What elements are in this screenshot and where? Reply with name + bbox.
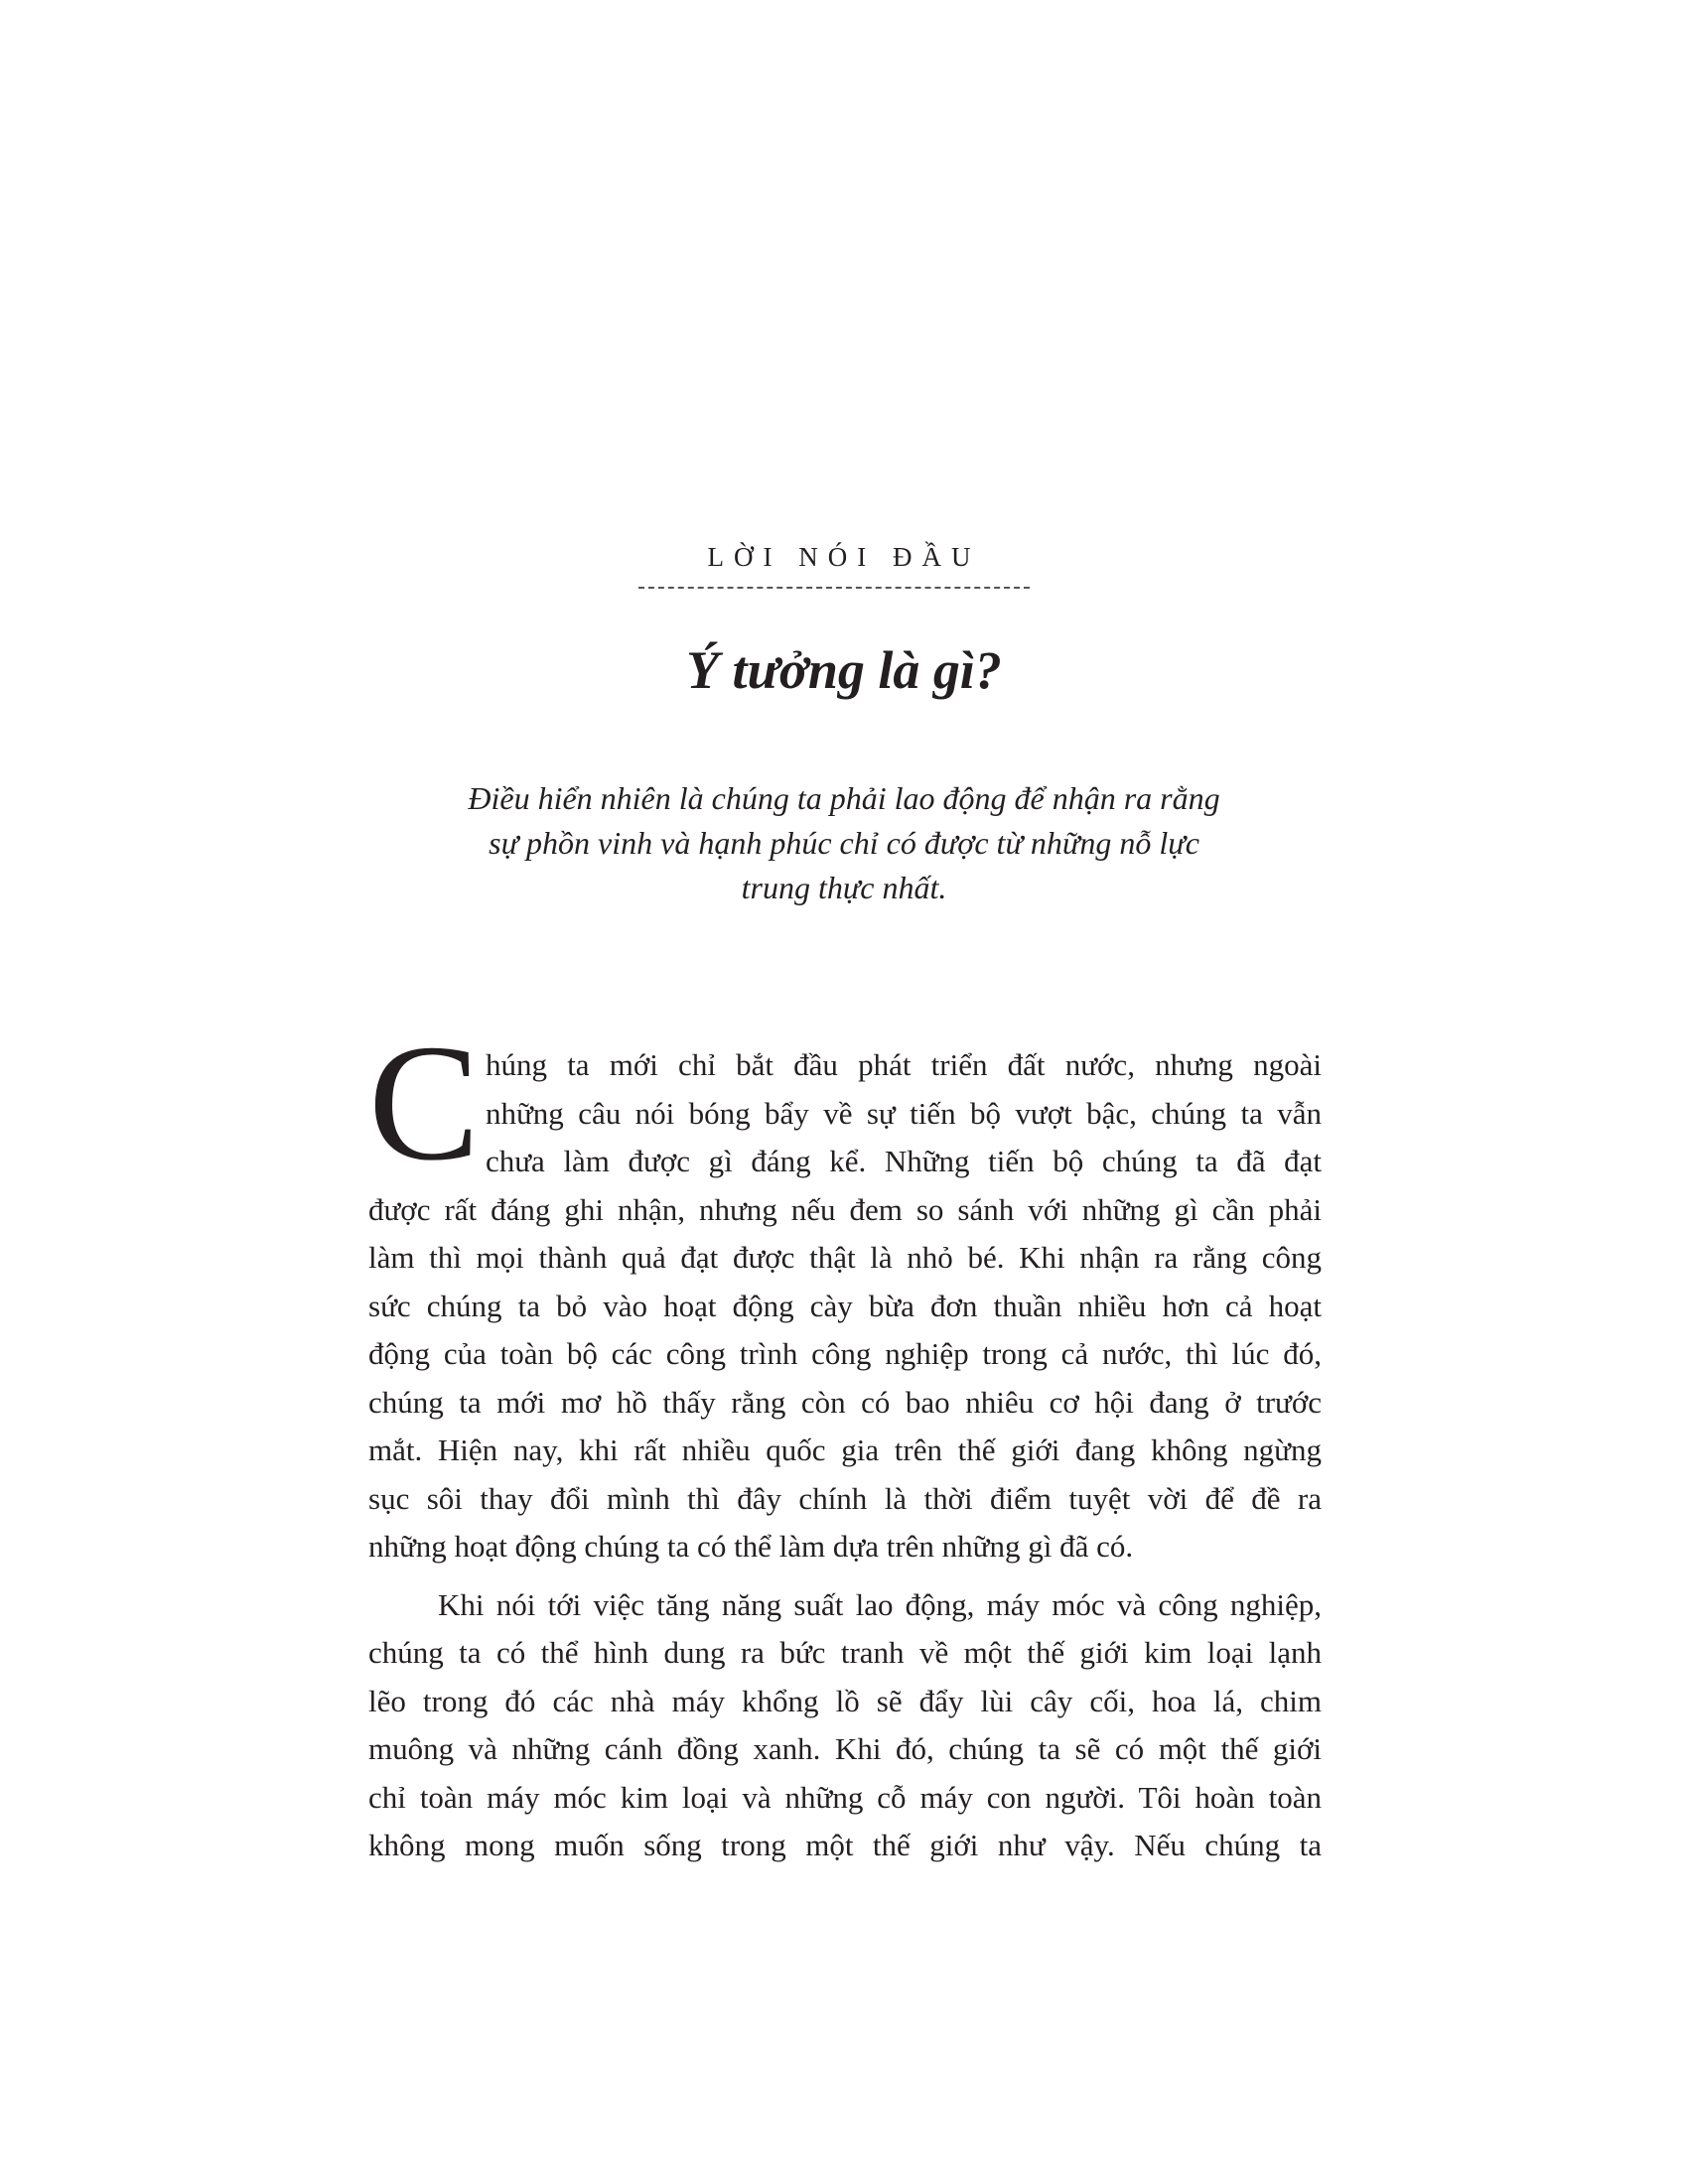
text-line: động của toàn bộ các công trình công nghiệp trong cả nước, thì lúc đó, — [368, 1336, 1322, 1371]
text-line: không mong muốn sống trong một thế giới như vậy. Nếu chúng ta — [368, 1828, 1322, 1862]
text-line: húng ta mới chỉ bắt đầu phát triển đất nước, nhưng ngoài — [486, 1047, 1322, 1082]
text-line: được rất đáng ghi nhận, nhưng nếu đem so sánh với những gì cần phải — [368, 1191, 1322, 1227]
text-line: những câu nói bóng bẩy về sự tiến bộ vượt bậc, chúng ta vẫn — [486, 1095, 1322, 1131]
text-line: mắt. Hiện nay, khi rất nhiều quốc gia trên thế giới đang không ngừng — [368, 1433, 1322, 1467]
section-label: LỜI NÓI ĐẦU — [707, 542, 981, 572]
dashed-divider — [638, 587, 1030, 589]
epigraph-line: sự phồn vinh và hạnh phúc chỉ có được từ những nỗ lực — [489, 825, 1199, 861]
body-text — [368, 1011, 1322, 1870]
paragraph-2 — [368, 1581, 1322, 1870]
drop-cap: C — [368, 1011, 481, 1195]
text-line: chúng ta mới mơ hồ thấy rằng còn có bao nhiêu cơ hội đang ở trước — [368, 1384, 1322, 1420]
epigraph-quote — [397, 776, 1291, 910]
epigraph-line: Điều hiển nhiên là chúng ta phải lao động để nhận ra rằng — [468, 780, 1220, 816]
text-line: sục sôi thay đổi mình thì đây chính là thời điểm tuyệt vời để đề ra — [368, 1480, 1322, 1516]
text-line: Khi nói tới việc tăng năng suất lao động, máy móc và công nghiệp, — [438, 1586, 1322, 1622]
text-line: chưa làm được gì đáng kể. Những tiến bộ chúng ta đã đạt — [486, 1144, 1322, 1178]
text-line: những hoạt động chúng ta có thể làm dựa trên những gì đã có. — [368, 1529, 1134, 1564]
epigraph-line: trung thực nhất. — [741, 870, 947, 905]
paragraph-1 — [368, 1011, 1322, 1571]
text-line: sức chúng ta bỏ vào hoạt động cày bừa đơn thuần nhiều hơn cả hoạt — [368, 1288, 1322, 1323]
text-line: chúng ta có thể hình dung ra bức tranh về một thế giới kim loại lạnh — [368, 1635, 1322, 1670]
chapter-title: Ý tưởng là gì? — [686, 640, 1002, 700]
text-line: muông và những cánh đồng xanh. Khi đó, chúng ta sẽ có một thế giới — [368, 1731, 1322, 1766]
text-line: chỉ toàn máy móc kim loại và những cỗ máy con người. Tôi hoàn toàn — [368, 1779, 1322, 1815]
text-line: lẽo trong đó các nhà máy khổng lồ sẽ đẩy lùi cây cối, hoa lá, chim — [368, 1683, 1322, 1718]
text-line: làm thì mọi thành quả đạt được thật là nhỏ bé. Khi nhận ra rằng công — [368, 1240, 1322, 1275]
